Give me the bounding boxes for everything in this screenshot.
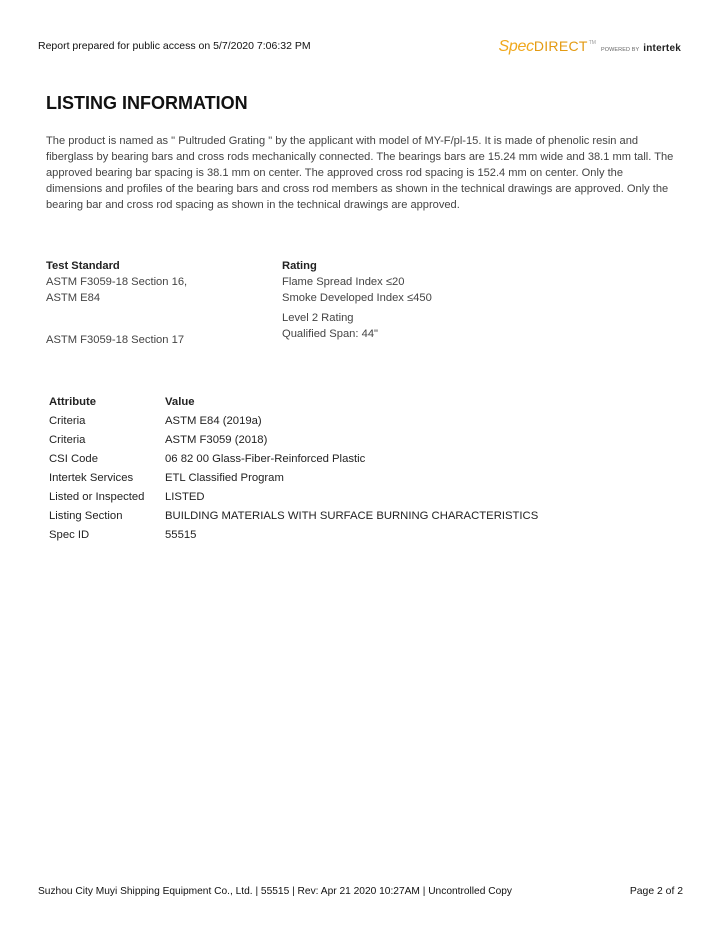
attribute-cell: Listed or Inspected bbox=[49, 490, 145, 503]
footer-page-number: Page 2 of 2 bbox=[629, 886, 683, 897]
product-description: The product is named as " Pultruded Grating " by the applicant with model of MY-F/pl-15. It is made of phenolic resin and fiberglass by bearing bars and cross rods mechanically connected. The bearings bars are 15.24 mm wide and 38.1 mm tall. The approved bearing bar spacing is 38.1 mm on center. The approved cross rod spacing is 152.4 mm on center. Only the dimensions and profiles of the bearing bars and cross rod members as shown in the technical drawings are approved. Only the bearing bar and cross rod spacing as shown in the technical drawings are approved. bbox=[46, 135, 674, 211]
value-cell: BUILDING MATERIALS WITH SURFACE BURNING CHARACTERISTICS bbox=[165, 509, 539, 522]
logo-spec-text: Spec bbox=[498, 38, 534, 55]
rating-header: Rating bbox=[282, 260, 317, 272]
test-standard-header: Test Standard bbox=[46, 260, 120, 272]
value-cell: 55515 bbox=[165, 528, 197, 541]
value-cell: ETL Classified Program bbox=[165, 471, 284, 484]
test-standard-line: ASTM F3059-18 Section 17 bbox=[46, 334, 185, 346]
table-row bbox=[49, 506, 538, 525]
logo-trademark: TM bbox=[588, 40, 596, 46]
attribute-cell: CSI Code bbox=[49, 452, 98, 465]
test-standard-line: ASTM F3059-18 Section 16, bbox=[46, 276, 188, 288]
attribute-cell: Spec ID bbox=[49, 528, 90, 541]
rating-line: Qualified Span: 44" bbox=[282, 328, 379, 340]
logo-direct-text: DIRECT bbox=[533, 38, 588, 54]
logo-intertek-brand: intertek bbox=[643, 43, 681, 54]
specdirect-intertek-logo bbox=[499, 38, 681, 56]
table-row bbox=[49, 411, 538, 430]
rating-line: Level 2 Rating bbox=[282, 312, 354, 324]
value-cell: ASTM F3059 (2018) bbox=[165, 433, 268, 446]
table-row bbox=[49, 525, 538, 544]
attribute-cell: Listing Section bbox=[49, 509, 123, 522]
rating-line: Flame Spread Index ≤20 bbox=[282, 276, 405, 288]
value-cell: 06 82 00 Glass-Fiber-Reinforced Plastic bbox=[165, 452, 366, 465]
attribute-table bbox=[49, 392, 538, 544]
value-cell: ASTM E84 (2019a) bbox=[165, 414, 262, 427]
logo-powered-by: POWERED BY bbox=[600, 47, 640, 53]
attribute-cell: Intertek Services bbox=[49, 471, 134, 484]
attribute-cell: Criteria bbox=[49, 433, 86, 446]
attribute-header: Attribute bbox=[49, 395, 97, 408]
attribute-table-header bbox=[49, 392, 538, 411]
test-standard-line: ASTM E84 bbox=[46, 292, 101, 304]
rating-column bbox=[282, 258, 432, 342]
page-title: LISTING INFORMATION bbox=[46, 93, 248, 113]
footer-company-info: Suzhou City Muyi Shipping Equipment Co., Ltd. | 55515 | Rev: Apr 21 2020 10:27AM | Uncontrolled Copy bbox=[38, 886, 513, 897]
table-row bbox=[49, 468, 538, 487]
attribute-cell: Criteria bbox=[49, 414, 86, 427]
value-header: Value bbox=[165, 395, 195, 408]
rating-line: Smoke Developed Index ≤450 bbox=[282, 292, 432, 304]
table-row bbox=[49, 430, 538, 449]
table-row bbox=[49, 449, 538, 468]
table-row bbox=[49, 487, 538, 506]
report-prepared-note: Report prepared for public access on 5/7/2020 7:06:32 PM bbox=[38, 40, 311, 52]
value-cell: LISTED bbox=[165, 490, 205, 503]
test-standard-column bbox=[46, 258, 187, 348]
